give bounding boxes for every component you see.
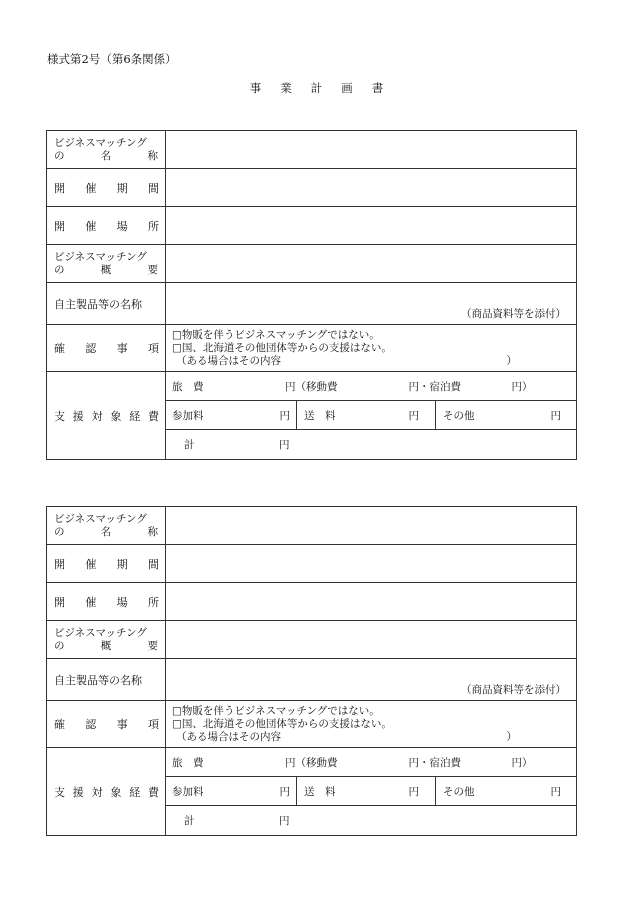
label-period: [47, 545, 166, 583]
label-char: 確: [54, 342, 65, 355]
travel-row[interactable]: [166, 372, 576, 401]
label-char: 催: [85, 595, 97, 609]
detail-close: ）: [506, 730, 517, 743]
travel-row[interactable]: [166, 748, 576, 777]
label-char: 場: [116, 595, 128, 609]
label-costs: [47, 748, 166, 836]
other-label: その他: [443, 409, 475, 422]
label-text: 要: [147, 263, 158, 276]
yen-close-label: 円）: [511, 756, 533, 769]
label-text: 概: [100, 639, 112, 652]
label-char: 援: [72, 785, 84, 799]
checkbox-no-support[interactable]: □国、北海道その他団体等からの支援はない。: [172, 341, 392, 354]
label-char: 催: [85, 181, 97, 195]
label-text: 名: [100, 525, 112, 538]
label-text: ビジネスマッチング: [54, 512, 147, 525]
participation-field[interactable]: [166, 777, 297, 805]
yen-label: 円: [408, 785, 419, 798]
label-char: 開: [54, 219, 65, 233]
label-confirm: [47, 701, 166, 748]
checkbox-no-support[interactable]: □国、北海道その他団体等からの支援はない。: [172, 717, 392, 730]
label-product-name: [47, 283, 166, 325]
label-overview: [47, 245, 166, 283]
yen-label: 円: [285, 380, 296, 393]
yen-label: 円: [408, 409, 419, 422]
transport-label: （移動費: [295, 756, 338, 769]
transport-label: （移動費: [295, 380, 338, 393]
other-field[interactable]: [436, 401, 576, 429]
label-char: 場: [116, 219, 128, 233]
field-matching-name[interactable]: [166, 131, 577, 169]
label-place: [47, 207, 166, 245]
field-matching-name[interactable]: [166, 507, 577, 545]
participation-field[interactable]: [166, 401, 297, 429]
shipping-label: 送 料: [304, 785, 336, 798]
fees-row: [166, 401, 576, 430]
travel-label: 旅 費: [172, 756, 204, 769]
total-label: 計: [184, 439, 195, 451]
support-detail[interactable]: [172, 731, 570, 744]
label-char: 認: [85, 718, 97, 731]
participation-label: 参加料: [172, 409, 204, 422]
other-field[interactable]: [436, 777, 576, 805]
field-place[interactable]: [166, 583, 577, 621]
label-product-name: [47, 659, 166, 701]
label-char: 認: [85, 342, 97, 355]
label-char: 対: [91, 409, 103, 423]
label-text: の: [54, 639, 65, 652]
field-overview[interactable]: [166, 621, 577, 659]
yen-label: 円: [279, 439, 290, 451]
yen-label: 円: [279, 815, 290, 827]
label-char: 対: [91, 785, 103, 799]
label-text: ビジネスマッチング: [54, 136, 147, 149]
shipping-field[interactable]: [297, 401, 436, 429]
yen-label: 円: [550, 785, 561, 798]
label-char: 所: [147, 219, 159, 233]
label-char: 開: [54, 557, 65, 571]
label-char: 項: [147, 342, 159, 355]
label-text: ビジネスマッチング: [54, 626, 147, 639]
label-char: 支: [54, 409, 65, 423]
participation-label: 参加料: [172, 785, 204, 798]
detail-open: （ある場合はその内容: [176, 730, 281, 743]
field-product-name[interactable]: [166, 659, 577, 701]
detail-close: ）: [506, 354, 517, 367]
label-text: の: [54, 525, 65, 538]
yen-close-label: 円）: [511, 380, 533, 393]
label-overview: [47, 621, 166, 659]
label-char: 事: [116, 342, 128, 355]
label-char: 催: [85, 557, 97, 571]
detail-open: （ある場合はその内容: [176, 354, 281, 367]
shipping-field[interactable]: [297, 777, 436, 805]
field-product-name[interactable]: [166, 283, 577, 325]
business-plan-table-2: [46, 506, 577, 836]
yen-label: 円: [285, 756, 296, 769]
label-char: 支: [54, 785, 65, 799]
attach-note: （商品資料等を添付）: [461, 684, 566, 696]
label-char: 費: [147, 785, 159, 799]
label-matching-name: [47, 131, 166, 169]
other-label: その他: [443, 785, 475, 798]
label-confirm: [47, 325, 166, 372]
checkbox-no-sales[interactable]: □物販を伴うビジネスマッチングではない。: [172, 704, 380, 717]
label-char: 象: [110, 785, 122, 799]
document-title: 事業計画書: [249, 81, 403, 95]
confirm-items: [166, 701, 577, 748]
travel-label: 旅 費: [172, 380, 204, 393]
label-char: 援: [72, 409, 84, 423]
label-text: の: [54, 149, 65, 162]
label-text: 名: [100, 149, 112, 162]
fees-row: [166, 777, 576, 806]
label-text: 自主製品等の名称: [54, 297, 142, 311]
label-char: 期: [116, 181, 128, 195]
label-period: [47, 169, 166, 207]
field-period[interactable]: [166, 169, 577, 207]
label-costs: [47, 372, 166, 460]
field-place[interactable]: [166, 207, 577, 245]
total-label: 計: [184, 815, 195, 827]
support-detail[interactable]: [172, 355, 570, 368]
label-char: 所: [147, 595, 159, 609]
label-text: 自主製品等の名称: [54, 673, 142, 687]
lodging-label: 円・宿泊費: [408, 380, 461, 393]
label-text: 要: [147, 639, 158, 652]
cost-fields: [166, 748, 577, 836]
label-char: 間: [147, 181, 159, 195]
confirm-items: [166, 325, 577, 372]
label-char: 開: [54, 181, 65, 195]
label-char: 項: [147, 718, 159, 731]
label-char: 経: [129, 785, 141, 799]
yen-label: 円: [550, 409, 561, 422]
label-text: 称: [147, 149, 158, 162]
attach-note: （商品資料等を添付）: [461, 308, 566, 320]
label-text: ビジネスマッチング: [54, 250, 147, 263]
label-char: 確: [54, 718, 65, 731]
business-plan-table-1: [46, 130, 577, 460]
field-period[interactable]: [166, 545, 577, 583]
label-char: 開: [54, 595, 65, 609]
total-row[interactable]: [166, 430, 576, 459]
label-char: 間: [147, 557, 159, 571]
label-char: 期: [116, 557, 128, 571]
label-text: 概: [100, 263, 112, 276]
shipping-label: 送 料: [304, 409, 336, 422]
checkbox-no-sales[interactable]: □物販を伴うビジネスマッチングではない。: [172, 328, 380, 341]
label-place: [47, 583, 166, 621]
cost-fields: [166, 372, 577, 460]
yen-label: 円: [279, 785, 290, 798]
form-number: 様式第2号（第6条関係）: [47, 52, 177, 66]
field-overview[interactable]: [166, 245, 577, 283]
label-char: 経: [129, 409, 141, 423]
total-row[interactable]: [166, 806, 576, 835]
label-char: 催: [85, 219, 97, 233]
lodging-label: 円・宿泊費: [408, 756, 461, 769]
label-text: 称: [147, 525, 158, 538]
label-text: の: [54, 263, 65, 276]
label-char: 象: [110, 409, 122, 423]
label-char: 費: [147, 409, 159, 423]
label-matching-name: [47, 507, 166, 545]
yen-label: 円: [279, 409, 290, 422]
label-char: 事: [116, 718, 128, 731]
